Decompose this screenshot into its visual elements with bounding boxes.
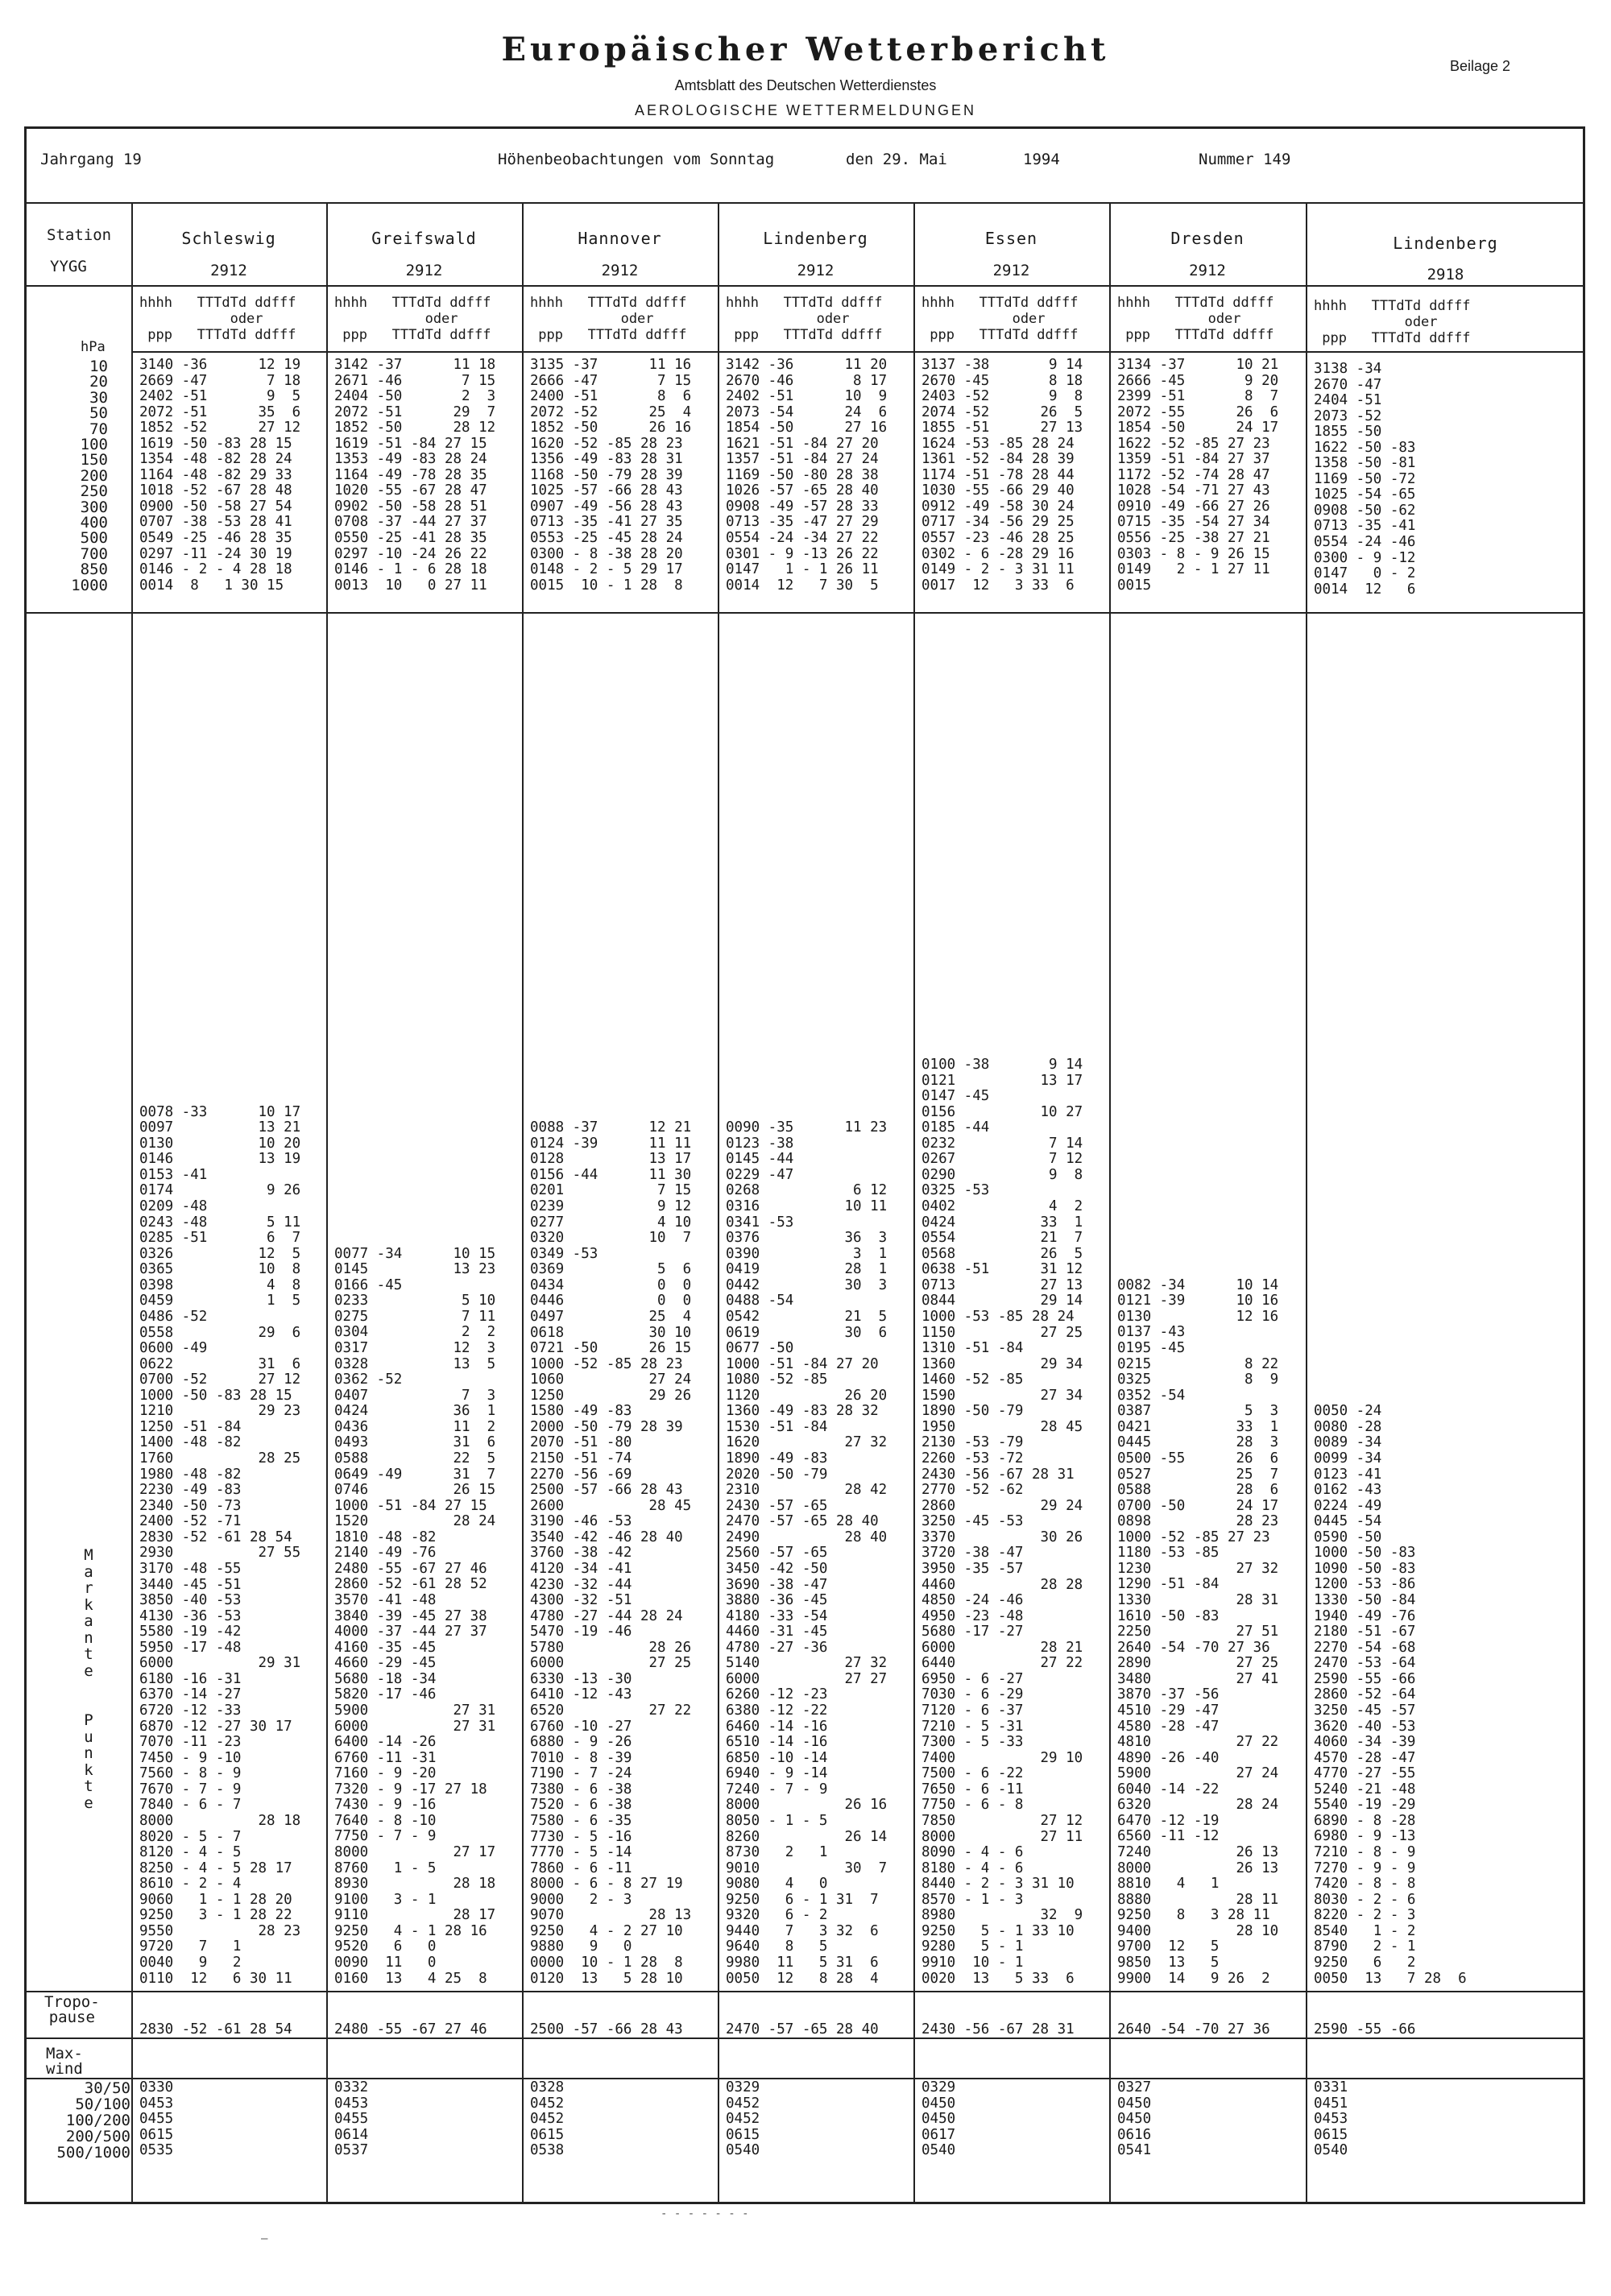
observation-year: 1994 bbox=[1023, 151, 1060, 168]
standard-levels-data: 3138 -34 2670 -47 2404 -51 2073 -52 1855 -50 1622 -50 -83 1358 -50 -81 1169 -50 -72 1025 -54 -65 0908 -50 -62 0713 -35 -41 0554 -24 -46 0300 - 9 -12 0147 0 - 2 0014 12 6 bbox=[1314, 361, 1416, 598]
column-divider bbox=[913, 204, 915, 2204]
format-header: hhhh TTTdTd ddfff oder ppp TTTdTd ddfff bbox=[139, 295, 296, 343]
station-yygg: 2912 bbox=[405, 262, 443, 279]
volume-label: Jahrgang 19 bbox=[40, 151, 142, 168]
page-subtitle: Amtsblatt des Deutschen Wetterdienstes bbox=[674, 77, 937, 93]
wind-layers: 30/50 50/100 100/200 200/500 500/1000 bbox=[56, 2079, 130, 2162]
station-name: Lindenberg bbox=[1393, 234, 1498, 253]
tropopause-data: 2470 -57 -65 28 40 bbox=[726, 2021, 879, 2037]
tropopause-data: 2500 -57 -66 28 43 bbox=[530, 2021, 683, 2037]
column-divider bbox=[522, 204, 524, 2204]
column-divider bbox=[1306, 204, 1307, 2204]
yygg-label: YYGG bbox=[50, 258, 87, 275]
format-header: hhhh TTTdTd ddfff oder ppp TTTdTd ddfff bbox=[726, 295, 883, 343]
station-label: Station bbox=[47, 226, 112, 244]
significant-points-data: 0078 -33 10 17 0097 13 21 0130 10 20 0146 13 19 0153 -41 0174 9 26 0209 -48 0243 -48 5 11 0285 -51 6 7 0326 12 5 0365 10 8 0398 4 8 0459 1 5 0486 -52 0558 29 6 0600 -49 0622 31 6 0700 -52 27 12 1000 -50 -83 28 15 1210 29 23 1250 -51 -84 1400 -48 -82 1760 28 25 1980 -48 -82 2230 -49 -83 2340 -50 -73 2400 -52 -71 2830 -52 -61 28 54 2930 27 55 3170 -48 -55 3440 -45 -51 3850 -40 -53 4130 -36 -53 5580 -19 -42 5950 -17 -48 6000 29 31 6180 -16 -31 6370 -14 -27 6720 -12 -33 6870 -12 -27 30 17 7070 -11 -23 7450 - 9 -10 7560 - 8 - 9 7670 - 7 - 9 7840 - 6 - 7 8000 28 18 8020 - 5 - 7 8120 - 4 - 5 8250 - 4 - 5 28 17 8610 - 2 - 4 9060 1 - 1 28 20 9250 3 - 1 28 22 9550 28 23 9720 7 1 0040 9 2 0110 12 6 30 11 bbox=[139, 1103, 301, 1987]
standard-levels-data: 3142 -36 11 20 2670 -46 8 17 2402 -51 10 9 2073 -54 24 6 1854 -50 27 16 1621 -51 -84 27 20 1357 -51 -84 27 24 1169 -50 -80 28 38 1026 -57 -65 28 40 0908 -49 -57 28 33 0713 -35 -47 27 29 0554 -24 -34 27 22 0301 - 9 -13 26 22 0147 1 - 1 26 11 0014 12 7 30 5 bbox=[726, 357, 888, 594]
station-yygg: 2912 bbox=[601, 262, 639, 279]
format-header: hhhh TTTdTd ddfff oder ppp TTTdTd ddfff bbox=[530, 295, 687, 343]
standard-levels-data: 3134 -37 10 21 2666 -45 9 20 2399 -51 8 7 2072 -55 26 6 1854 -50 24 17 1622 -52 -85 27 23 1359 -51 -84 27 37 1172 -52 -74 28 47 1028 -54 -71 27 43 0910 -49 -66 27 26 0715 -35 -54 27 34 0556 -25 -38 27 21 0303 - 8 - 9 26 15 0149 2 - 1 27 11 0015 bbox=[1117, 357, 1279, 594]
significant-points-data: 0077 -34 10 15 0145 13 23 0166 -45 0233 5 10 0275 7 11 0304 2 2 0317 12 3 0328 13 5 0362 -52 0407 7 3 0424 36 1 0436 11 2 0493 31 6 0588 22 5 0649 -49 31 7 0746 26 15 1000 -51 -84 27 15 1520 28 24 1810 -48 -82 2140 -49 -76 2480 -55 -67 27 46 2860 -52 -61 28 52 3570 -41 -48 3840 -39 -45 27 38 4000 -37 -44 27 37 4160 -35 -45 4660 -29 -45 5680 -18 -34 5820 -17 -46 5900 27 31 6000 27 31 6400 -14 -26 6760 -11 -31 7160 - 9 -20 7320 - 9 -17 27 18 7430 - 9 -16 7640 - 8 -10 7750 - 7 - 9 8000 27 17 8760 1 - 5 8930 28 18 9100 3 - 1 9110 28 17 9250 4 - 1 28 16 9520 6 0 0090 11 0 0160 13 4 25 8 bbox=[334, 1245, 496, 1987]
significant-points-data: 0082 -34 10 14 0121 -39 10 16 0130 12 16 0137 -43 0195 -45 0215 8 22 0325 8 9 0352 -54 0387 5 3 0421 33 1 0445 28 3 0500 -55 26 6 0527 25 7 0588 28 6 0700 -50 24 17 0898 28 23 1000 -52 -85 27 23 1180 -53 -85 1230 27 32 1290 -51 -84 1330 28 31 1610 -50 -83 2250 27 51 2640 -54 -70 27 36 2890 27 25 3480 27 41 3870 -37 -56 4510 -29 -47 4580 -28 -47 4810 27 22 4890 -26 -40 5900 27 24 6040 -14 -22 6320 28 24 6470 -12 -19 6560 -11 -12 7240 26 13 8000 26 13 8810 4 1 8880 28 11 9250 8 3 28 11 9400 28 10 9700 12 5 9850 13 5 9900 14 9 26 2 bbox=[1117, 1276, 1279, 1987]
station-yygg: 2912 bbox=[210, 262, 247, 279]
standard-levels-data: 3140 -36 12 19 2669 -47 7 18 2402 -51 9 5 2072 -51 35 6 1852 -52 27 12 1619 -50 -83 28 15 1354 -48 -82 28 24 1164 -48 -82 29 33 1018 -52 -67 28 48 0900 -50 -58 27 54 0707 -38 -53 28 41 0549 -25 -46 28 35 0297 -11 -24 30 19 0146 - 2 - 4 28 18 0014 8 1 30 15 bbox=[139, 357, 301, 594]
column-divider bbox=[131, 204, 133, 2204]
station-name: Schleswig bbox=[181, 229, 276, 248]
significant-points-data: 0100 -38 9 14 0121 13 17 0147 -45 0156 10 27 0185 -44 0232 7 14 0267 7 12 0290 9 8 0325 -53 0402 4 2 0424 33 1 0554 21 7 0568 26 5 0638 -51 31 12 0713 27 13 0844 29 14 1000 -53 -85 28 24 1150 27 25 1310 -51 -84 1360 29 34 1460 -52 -85 1590 27 34 1890 -50 -79 1950 28 45 2130 -53 -79 2260 -53 -72 2430 -56 -67 28 31 2770 -52 -62 2860 29 24 3250 -45 -53 3370 30 26 3720 -38 -47 3950 -35 -57 4460 28 28 4850 -24 -46 4950 -23 -48 5680 -17 -27 6000 28 21 6440 27 22 6950 - 6 -27 7030 - 6 -29 7120 - 6 -37 7210 - 5 -31 7300 - 5 -33 7400 29 10 7500 - 6 -22 7650 - 6 -11 7750 - 6 - 8 7850 27 12 8000 27 11 8090 - 4 - 6 8180 - 4 - 6 8440 - 2 - 3 31 10 8570 - 1 - 3 8980 32 9 9250 5 - 1 33 10 9280 5 - 1 9910 10 - 1 0020 13 5 33 6 bbox=[921, 1056, 1083, 1987]
tropopause-data: 2590 -55 -66 bbox=[1314, 2021, 1416, 2037]
station-name: Lindenberg bbox=[763, 229, 868, 248]
hpa-label: hPa bbox=[81, 339, 106, 355]
observation-title: Höhenbeobachtungen vom Sonntag bbox=[498, 151, 775, 168]
row-divider bbox=[24, 285, 1585, 287]
issue-number: Nummer 149 bbox=[1199, 151, 1291, 168]
station-name: Essen bbox=[984, 229, 1038, 248]
station-name: Greifswald bbox=[371, 229, 477, 248]
tropopause-data: 2830 -52 -61 28 54 bbox=[139, 2021, 292, 2037]
station-yygg: 2912 bbox=[797, 262, 834, 279]
format-header: hhhh TTTdTd ddfff oder ppp TTTdTd ddfff bbox=[921, 295, 1079, 343]
station-yygg: 2912 bbox=[992, 262, 1030, 279]
observation-date: den 29. Mai bbox=[846, 151, 947, 168]
tropopause-data: 2480 -55 -67 27 46 bbox=[334, 2021, 487, 2037]
format-header: hhhh TTTdTd ddfff oder ppp TTTdTd ddfff bbox=[1314, 298, 1471, 346]
standard-levels-data: 3137 -38 9 14 2670 -45 8 18 2403 -52 9 8 2074 -52 26 5 1855 -51 27 13 1624 -53 -85 28 24 1361 -52 -84 28 39 1174 -51 -78 28 44 1030 -55 -66 29 40 0912 -49 -58 30 24 0717 -34 -56 29 25 0557 -23 -46 28 25 0302 - 6 -28 29 16 0149 - 2 - 3 31 11 0017 12 3 33 6 bbox=[921, 357, 1083, 594]
column-divider bbox=[326, 204, 328, 2204]
maxwind-data: 0330 0453 0455 0615 0535 bbox=[139, 2079, 174, 2159]
pressure-levels: 10 20 30 50 70 100 150 200 250 300 400 500 700 850 1000 bbox=[71, 358, 108, 594]
standard-levels-data: 3142 -37 11 18 2671 -46 7 15 2404 -50 2 3 2072 -51 29 7 1852 -50 28 12 1619 -51 -84 27 15 1353 -49 -83 28 24 1164 -49 -78 28 35 1020 -55 -67 28 47 0902 -50 -58 28 51 0708 -37 -44 27 37 0550 -25 -41 28 35 0297 -10 -24 26 22 0146 - 1 - 6 28 18 0013 10 0 27 11 bbox=[334, 357, 496, 594]
column-divider bbox=[718, 204, 719, 2204]
maxwind-data: 0328 0452 0452 0615 0538 bbox=[530, 2079, 565, 2159]
maxwind-data: 0331 0451 0453 0615 0540 bbox=[1314, 2079, 1348, 2159]
station-name: Hannover bbox=[578, 229, 662, 248]
row-divider bbox=[24, 612, 1585, 614]
station-yygg: 2912 bbox=[1189, 262, 1226, 279]
maxwind-data: 0332 0453 0455 0614 0537 bbox=[334, 2079, 369, 2159]
page-title: Europäischer Wetterbericht bbox=[501, 31, 1110, 68]
section-title: AEROLOGISCHE WETTERMELDUNGEN bbox=[634, 102, 977, 118]
station-name: Dresden bbox=[1170, 229, 1244, 248]
station-yygg: 2918 bbox=[1427, 266, 1464, 283]
maxwind-data: 0329 0450 0450 0617 0540 bbox=[921, 2079, 956, 2159]
maxwind-label: Max- wind bbox=[46, 2045, 83, 2079]
significant-points-data: 0090 -35 11 23 0123 -38 0145 -44 0229 -47 0268 6 12 0316 10 11 0341 -53 0376 36 3 0390 3 1 0419 28 1 0442 30 3 0488 -54 0542 21 5 0619 30 6 0677 -50 1000 -51 -84 27 20 1080 -52 -85 1120 26 20 1360 -49 -83 28 32 1530 -51 -84 1620 27 32 1890 -49 -83 2020 -50 -79 2310 28 42 2430 -57 -65 2470 -57 -65 28 40 2490 28 40 2560 -57 -65 3450 -42 -50 3690 -38 -47 3880 -36 -45 4180 -33 -54 4460 -31 -45 4780 -27 -36 5140 27 32 6000 27 27 6260 -12 -23 6380 -12 -22 6460 -14 -16 6510 -14 -16 6850 -10 -14 6940 - 9 -14 7240 - 7 - 9 8000 26 16 8050 - 1 - 5 8260 26 14 8730 2 1 9010 30 7 9080 4 0 9250 6 - 1 31 7 9320 6 - 2 9440 7 3 32 6 9640 8 5 9980 11 5 31 6 0050 12 8 28 4 bbox=[726, 1119, 888, 1987]
format-header: hhhh TTTdTd ddfff oder ppp TTTdTd ddfff bbox=[1117, 295, 1274, 343]
supplement-label: Beilage 2 bbox=[1450, 58, 1511, 74]
maxwind-data: 0327 0450 0450 0616 0541 bbox=[1117, 2079, 1152, 2159]
row-divider bbox=[24, 2037, 1585, 2039]
standard-levels-data: 3135 -37 11 16 2666 -47 7 15 2400 -51 8 6 2072 -52 25 4 1852 -50 26 16 1620 -52 -85 28 23 1356 -49 -83 28 31 1168 -50 -79 28 39 1025 -57 -66 28 43 0907 -49 -56 28 43 0713 -35 -41 27 35 0553 -25 -45 28 24 0300 - 8 -38 28 20 0148 - 2 - 5 29 17 0015 10 - 1 28 8 bbox=[530, 357, 692, 594]
markante-punkte-label: M a r k a n t e P u n k t e bbox=[84, 1546, 93, 1812]
tropopause-data: 2640 -54 -70 27 36 bbox=[1117, 2021, 1270, 2037]
row-divider bbox=[24, 2078, 1585, 2079]
tropopause-data: 2430 -56 -67 28 31 bbox=[921, 2021, 1075, 2037]
tropopause-label: Tropo- pause bbox=[44, 1993, 100, 2027]
format-header: hhhh TTTdTd ddfff oder ppp TTTdTd ddfff bbox=[334, 295, 491, 343]
maxwind-data: 0329 0452 0452 0615 0540 bbox=[726, 2079, 760, 2159]
scan-mark: - - - - - - - bbox=[661, 2207, 749, 2220]
info-row bbox=[24, 126, 1585, 204]
scan-mark: — bbox=[261, 2232, 268, 2245]
column-divider bbox=[1109, 204, 1111, 2204]
significant-points-data: 0050 -24 0080 -28 0089 -34 0099 -34 0123 -41 0162 -43 0224 -49 0445 -54 0590 -50 1000 -50 -83 1090 -50 -83 1200 -53 -86 1330 -50 -84 1940 -49 -76 2180 -51 -67 2270 -54 -68 2470 -53 -64 2590 -55 -66 2860 -52 -64 3250 -45 -57 3620 -40 -53 4060 -34 -39 4570 -28 -47 4770 -27 -55 5240 -21 -48 5540 -19 -29 6890 - 8 -28 6980 - 9 -13 7210 - 8 - 9 7270 - 9 - 9 7420 - 8 - 8 8030 - 2 - 6 8220 - 2 - 3 8540 1 - 2 8790 2 - 1 9250 6 2 0050 13 7 28 6 bbox=[1314, 1403, 1467, 1987]
row-divider bbox=[131, 351, 1585, 353]
row-divider bbox=[24, 1991, 1585, 1992]
significant-points-data: 0088 -37 12 21 0124 -39 11 11 0128 13 17 0156 -44 11 30 0201 7 15 0239 9 12 0277 4 10 0320 10 7 0349 -53 0369 5 6 0434 0 0 0446 0 0 0497 25 4 0618 30 10 0721 -50 26 15 1000 -52 -85 28 23 1060 27 24 1250 29 26 1580 -49 -83 2000 -50 -79 28 39 2070 -51 -80 2150 -51 -74 2270 -56 -69 2500 -57 -66 28 43 2600 28 45 3190 -46 -53 3540 -42 -46 28 40 3760 -38 -42 4120 -34 -41 4230 -32 -44 4300 -32 -51 4780 -27 -44 28 24 5470 -19 -46 5780 28 26 6000 27 25 6330 -13 -30 6410 -12 -43 6520 27 22 6760 -10 -27 6880 - 9 -26 7010 - 8 -39 7190 - 7 -24 7380 - 6 -38 7520 - 6 -38 7580 - 6 -35 7730 - 5 -16 7770 - 5 -14 7860 - 6 -11 8000 - 6 - 8 27 19 9000 2 - 3 9070 28 13 9250 4 - 2 27 10 9880 9 0 0000 10 - 1 28 8 0120 13 5 28 10 bbox=[530, 1119, 692, 1987]
